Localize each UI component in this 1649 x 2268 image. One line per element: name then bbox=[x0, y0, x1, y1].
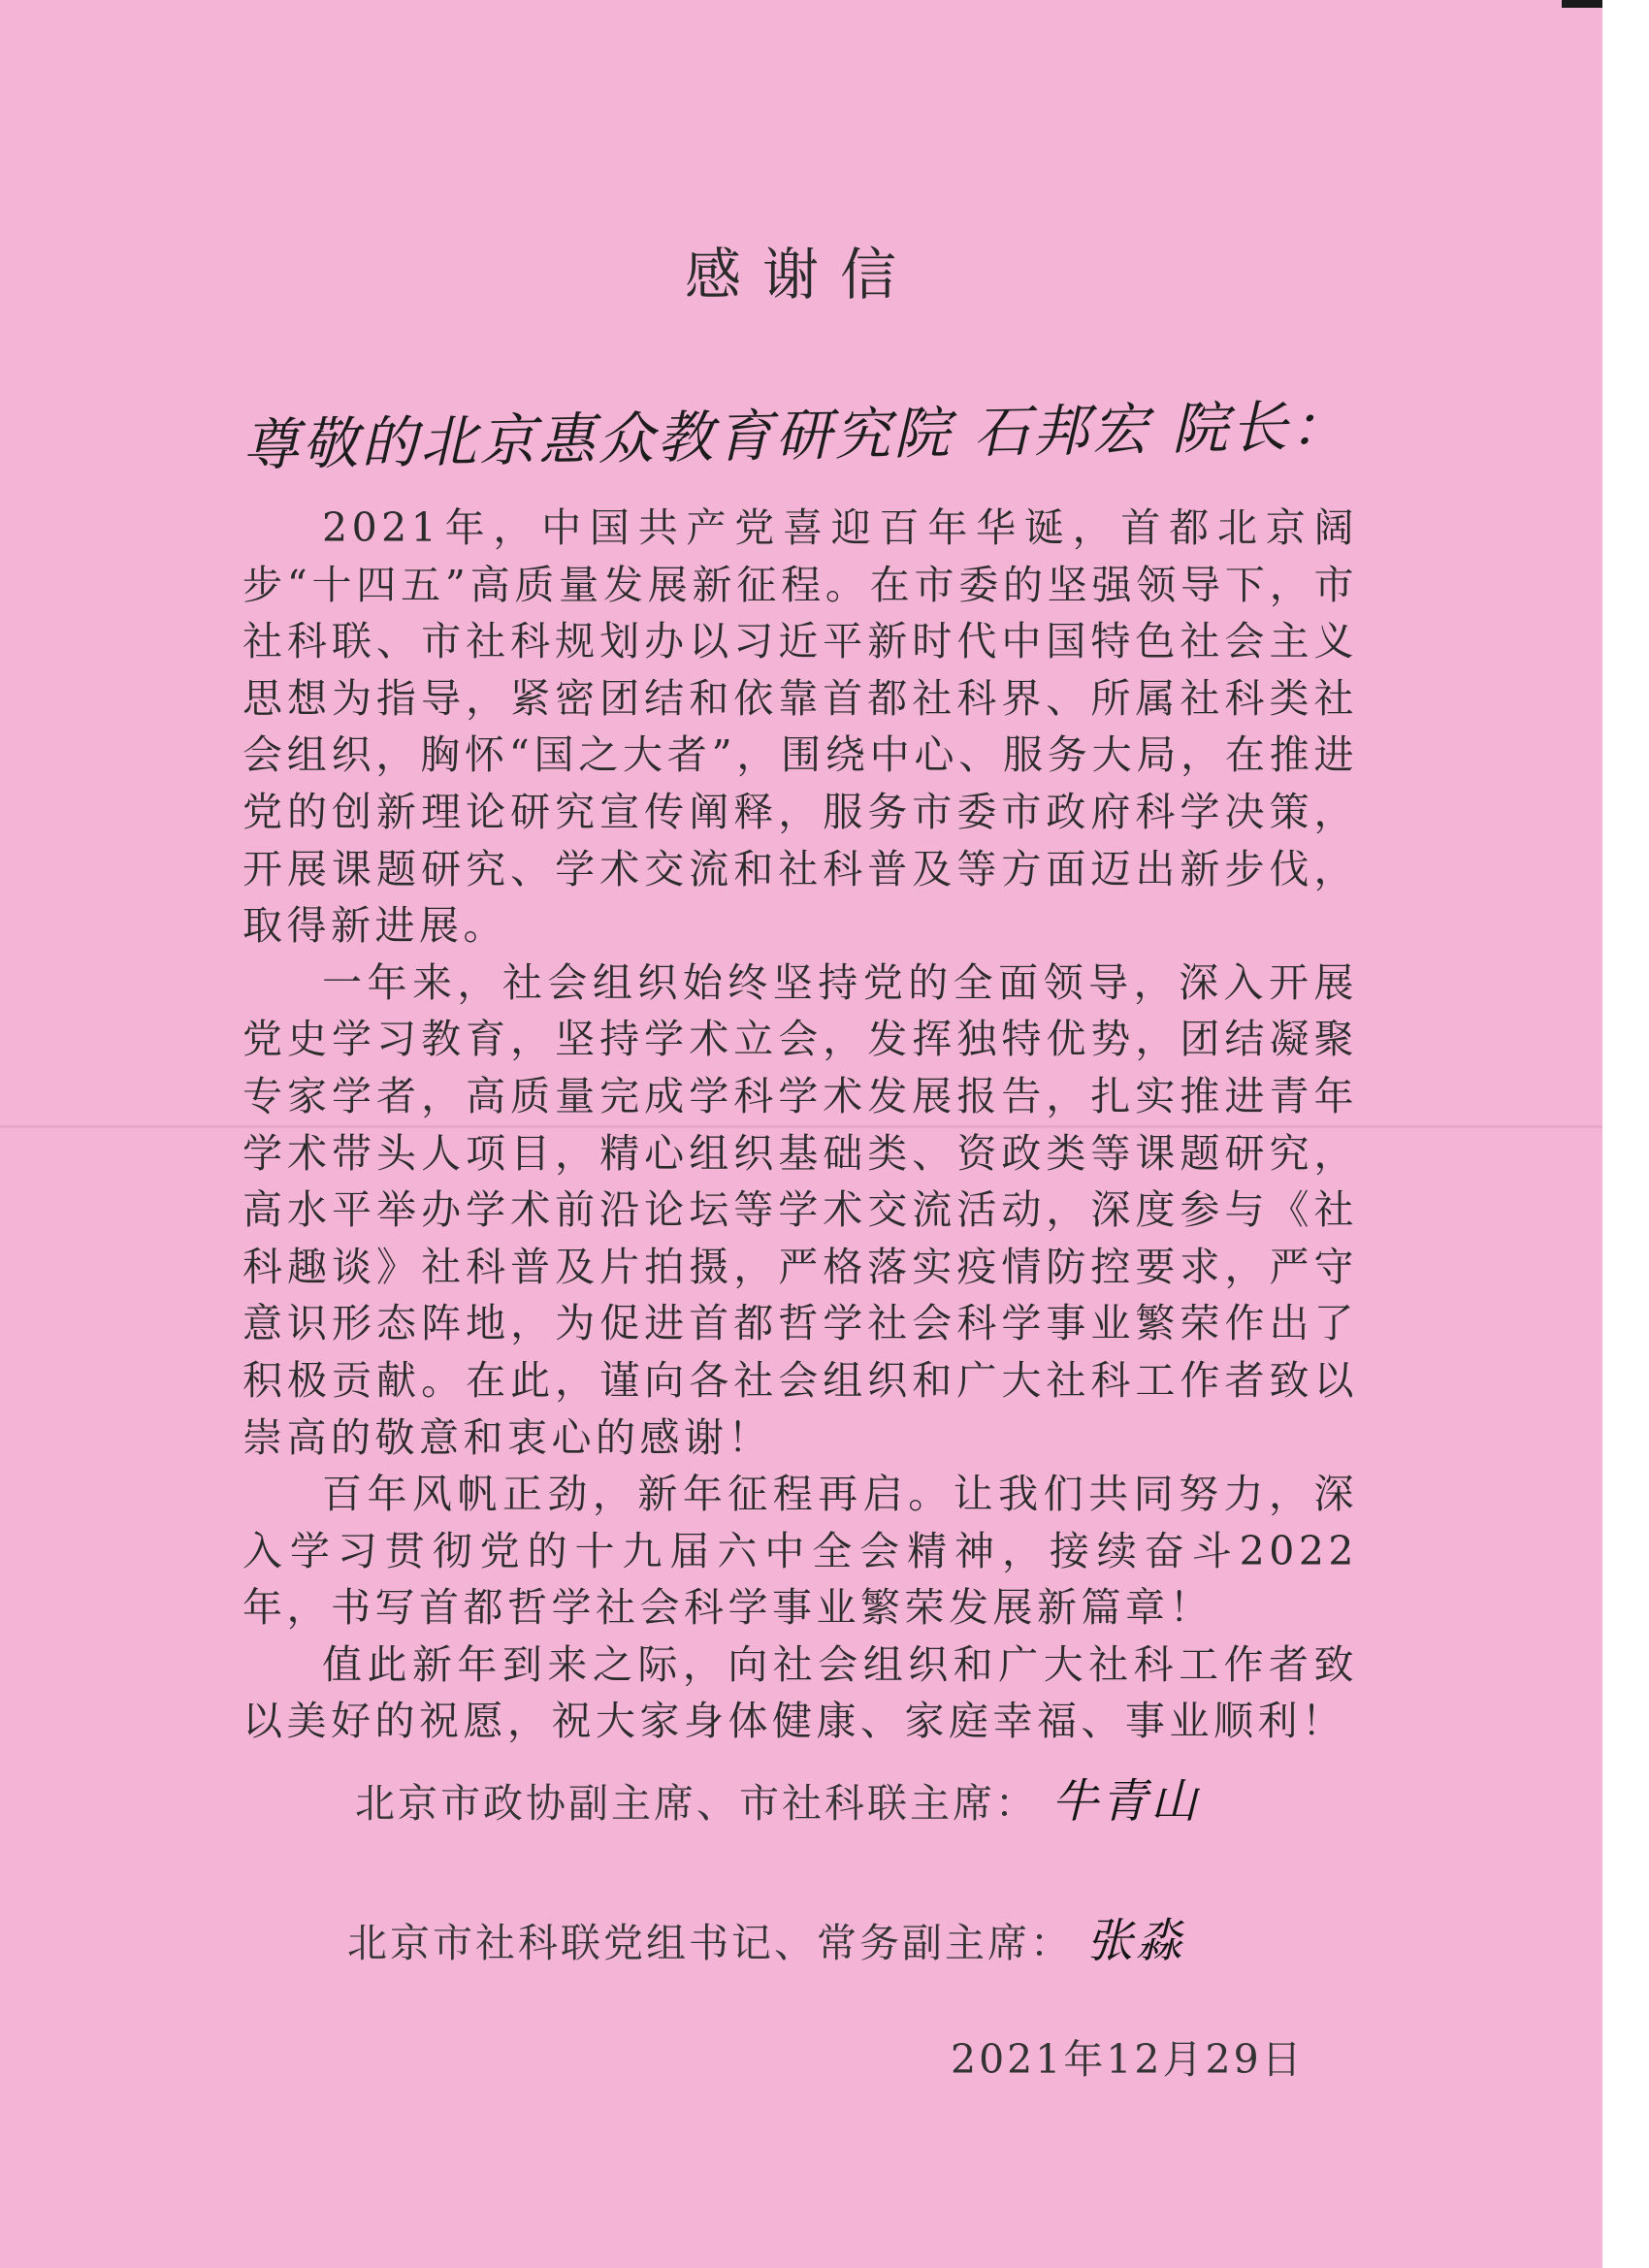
body-paragraph-2: 一年来，社会组织始终坚持党的全面领导，深入开展党史学习教育，坚持学术立会，发挥独特优势，团结凝聚专家学者，高质量完成学科学术发展报告，扎实推进青年学术带头人项目，精心组织基础类、资政类等课题研究，高水平举办学术前沿论坛等学术交流活动，深度参与《社科趣谈》社科普及片拍摄，严格落实疫情防控要求，严守意识形态阵地，为促进首都哲学社会科学事业繁荣作出了积极贡献。在此，谨向各社会组织和广大社科工作者致以崇高的敬意和衷心的感谢！ bbox=[242, 958, 1358, 1461]
handwritten-signature-1: 牛青山 bbox=[1051, 1774, 1201, 1829]
signature-line-2 bbox=[347, 1903, 1185, 1970]
body-paragraph-1: 2021年，中国共产党喜迎百年华诞，首都北京阔步“十四五”高质量发展新征程。在市委的坚强领导下，市社科联、市社科规划办以习近平新时代中国特色社会主义思想为指导，紧密团结和依靠首都社科界、所属社科类社会组织，胸怀“国之大者”，围绕中心、服务大局，在推进党的创新理论研究宣传阐释，服务市委市政府科学决策，开展课题研究、学术交流和社科普及等方面迈出新步伐，取得新进展。 bbox=[242, 504, 1358, 950]
letter-body bbox=[242, 500, 1358, 1750]
body-paragraph-3: 百年风帆正劲，新年征程再启。让我们共同努力，深入学习贯彻党的十九届六中全会精神，接续奋斗2022年，书写首都哲学社会科学事业繁荣发展新篇章！ bbox=[242, 1471, 1358, 1632]
signatory-title-2: 北京市社科联党组书记、常务副主席： bbox=[347, 1920, 1073, 1966]
handwritten-salutation: 尊敬的北京惠众教育研究院 石邦宏 院长： bbox=[242, 393, 1350, 478]
body-paragraph-4: 值此新年到来之际，向社会组织和广大社科工作者致以美好的祝愿，祝大家身体健康、家庭幸福、事业顺利！ bbox=[242, 1640, 1358, 1745]
signature-line-1 bbox=[355, 1764, 1200, 1831]
scan-edge-mark bbox=[1562, 0, 1602, 8]
signatory-title-1: 北京市政协副主席、市社科联主席： bbox=[355, 1780, 1038, 1827]
handwritten-signature-2: 张淼 bbox=[1086, 1914, 1186, 1968]
letter-date: 2021年12月29日 bbox=[951, 2036, 1305, 2083]
letter-title: 感谢信 bbox=[684, 242, 918, 308]
